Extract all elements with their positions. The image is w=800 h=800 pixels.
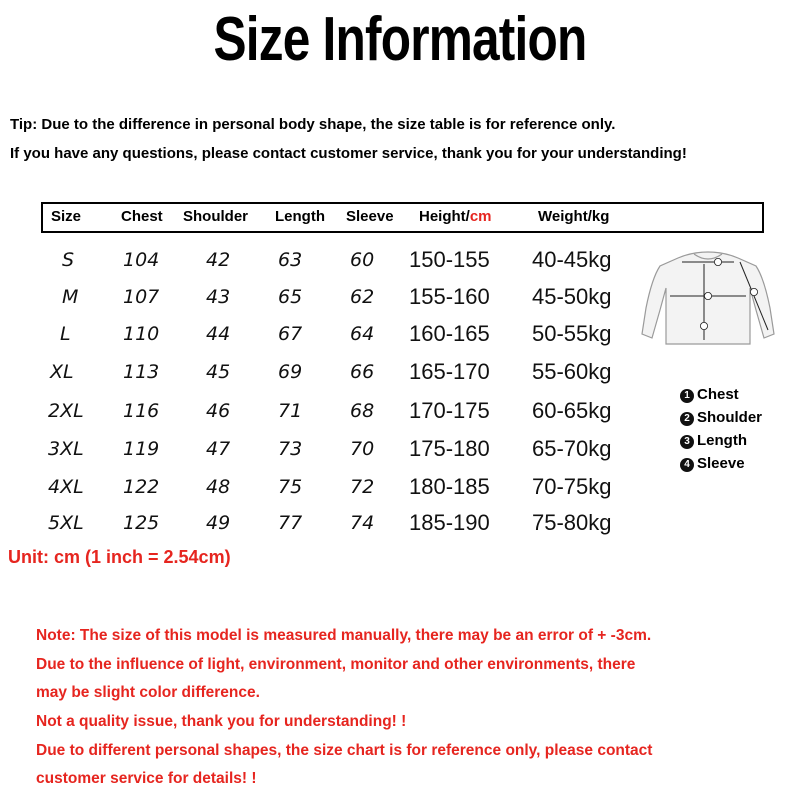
header-shoulder: Shoulder xyxy=(183,208,249,225)
table-cell-length: 63 xyxy=(278,249,303,271)
table-cell-length: 69 xyxy=(278,361,303,383)
table-cell-height: 170-175 xyxy=(409,398,490,423)
note-line-4: Not a quality issue, thank you for understanding! ! xyxy=(36,713,407,730)
note-line-5: Due to different personal shapes, the size chart is for reference only, please contact xyxy=(36,742,653,759)
number-4-icon: 4 xyxy=(680,458,694,472)
header-weight: Weight/kg xyxy=(538,208,610,225)
table-cell-size: 3XL xyxy=(48,438,84,460)
table-cell-height: 175-180 xyxy=(409,436,490,461)
table-cell-weight: 50-55kg xyxy=(532,321,612,346)
table-cell-shoulder: 45 xyxy=(206,361,231,383)
legend-item-chest xyxy=(680,386,739,404)
table-cell-sleeve: 64 xyxy=(350,323,375,345)
table-cell-length: 75 xyxy=(278,476,303,498)
table-cell-weight: 75-80kg xyxy=(532,510,612,535)
legend-item-sleeve xyxy=(680,455,745,473)
table-cell-shoulder: 48 xyxy=(206,476,231,498)
number-3-icon: 3 xyxy=(680,435,694,449)
table-cell-shoulder: 47 xyxy=(206,438,231,460)
table-cell-shoulder: 46 xyxy=(206,400,231,422)
table-cell-sleeve: 74 xyxy=(350,512,375,534)
unit-note: Unit: cm (1 inch = 2.54cm) xyxy=(8,547,231,567)
table-cell-chest: 113 xyxy=(123,361,160,383)
note-line-6: customer service for details! ! xyxy=(36,770,257,787)
table-cell-length: 77 xyxy=(278,512,303,534)
table-cell-weight: 55-60kg xyxy=(532,359,612,384)
table-cell-chest: 110 xyxy=(123,323,160,345)
legend-label: Shoulder xyxy=(697,409,763,426)
table-cell-sleeve: 70 xyxy=(350,438,375,460)
table-cell-size: XL xyxy=(50,361,74,383)
note-line-2: Due to the influence of light, environment, monitor and other environments, there xyxy=(36,656,636,673)
header-size: Size xyxy=(51,208,82,225)
header-sleeve: Sleeve xyxy=(346,208,394,225)
table-cell-length: 73 xyxy=(278,438,303,460)
table-cell-chest: 119 xyxy=(123,438,160,460)
header-height-label: Height/ xyxy=(419,208,470,225)
table-cell-size: L xyxy=(60,323,71,345)
table-cell-shoulder: 49 xyxy=(206,512,231,534)
table-cell-sleeve: 60 xyxy=(350,249,375,271)
table-header xyxy=(41,202,764,233)
legend-item-shoulder xyxy=(680,409,762,427)
table-cell-chest: 107 xyxy=(123,286,160,308)
number-2-icon: 2 xyxy=(680,412,694,426)
legend-item-length xyxy=(680,432,747,450)
table-cell-height: 180-185 xyxy=(409,474,490,499)
table-cell-sleeve: 68 xyxy=(350,400,375,422)
table-cell-weight: 45-50kg xyxy=(532,284,612,309)
table-cell-shoulder: 43 xyxy=(206,286,231,308)
table-cell-length: 71 xyxy=(278,400,303,422)
table-cell-size: 4XL xyxy=(48,476,84,498)
legend-label: Length xyxy=(697,432,747,449)
table-cell-sleeve: 62 xyxy=(350,286,375,308)
table-cell-chest: 125 xyxy=(123,512,160,534)
table-cell-height: 150-155 xyxy=(409,247,490,272)
tip-line-2: If you have any questions, please contact customer service, thank you for your understanding! xyxy=(10,145,687,162)
header-length: Length xyxy=(275,208,325,225)
legend-label: Sleeve xyxy=(697,455,745,472)
table-cell-height: 185-190 xyxy=(409,510,490,535)
table-cell-sleeve: 72 xyxy=(350,476,375,498)
table-cell-weight: 70-75kg xyxy=(532,474,612,499)
table-cell-chest: 122 xyxy=(123,476,160,498)
table-cell-height: 165-170 xyxy=(409,359,490,384)
table-cell-weight: 65-70kg xyxy=(532,436,612,461)
legend-label: Chest xyxy=(697,386,739,403)
shirt-measurement-diagram-icon xyxy=(640,248,776,348)
table-cell-sleeve: 66 xyxy=(350,361,375,383)
table-cell-size: S xyxy=(62,249,75,271)
table-cell-size: M xyxy=(62,286,79,308)
header-height-unit: cm xyxy=(469,208,492,225)
table-cell-size: 5XL xyxy=(48,512,84,534)
table-cell-weight: 60-65kg xyxy=(532,398,612,423)
table-cell-shoulder: 42 xyxy=(206,249,231,271)
tip-line-1: Tip: Due to the difference in personal body shape, the size table is for reference only. xyxy=(10,116,616,133)
note-line-1: Note: The size of this model is measured manually, there may be an error of + -3cm. xyxy=(36,627,652,644)
table-cell-length: 65 xyxy=(278,286,303,308)
table-cell-length: 67 xyxy=(278,323,303,345)
note-line-3: may be slight color difference. xyxy=(36,684,260,701)
table-cell-chest: 116 xyxy=(123,400,160,422)
table-cell-size: 2XL xyxy=(48,400,84,422)
number-1-icon: 1 xyxy=(680,389,694,403)
table-cell-height: 160-165 xyxy=(409,321,490,346)
table-cell-weight: 40-45kg xyxy=(532,247,612,272)
header-height xyxy=(419,208,492,226)
table-cell-height: 155-160 xyxy=(409,284,490,309)
table-cell-chest: 104 xyxy=(123,249,160,271)
table-cell-shoulder: 44 xyxy=(206,323,231,345)
header-chest: Chest xyxy=(121,208,163,225)
page-title: Size Information xyxy=(213,5,587,74)
